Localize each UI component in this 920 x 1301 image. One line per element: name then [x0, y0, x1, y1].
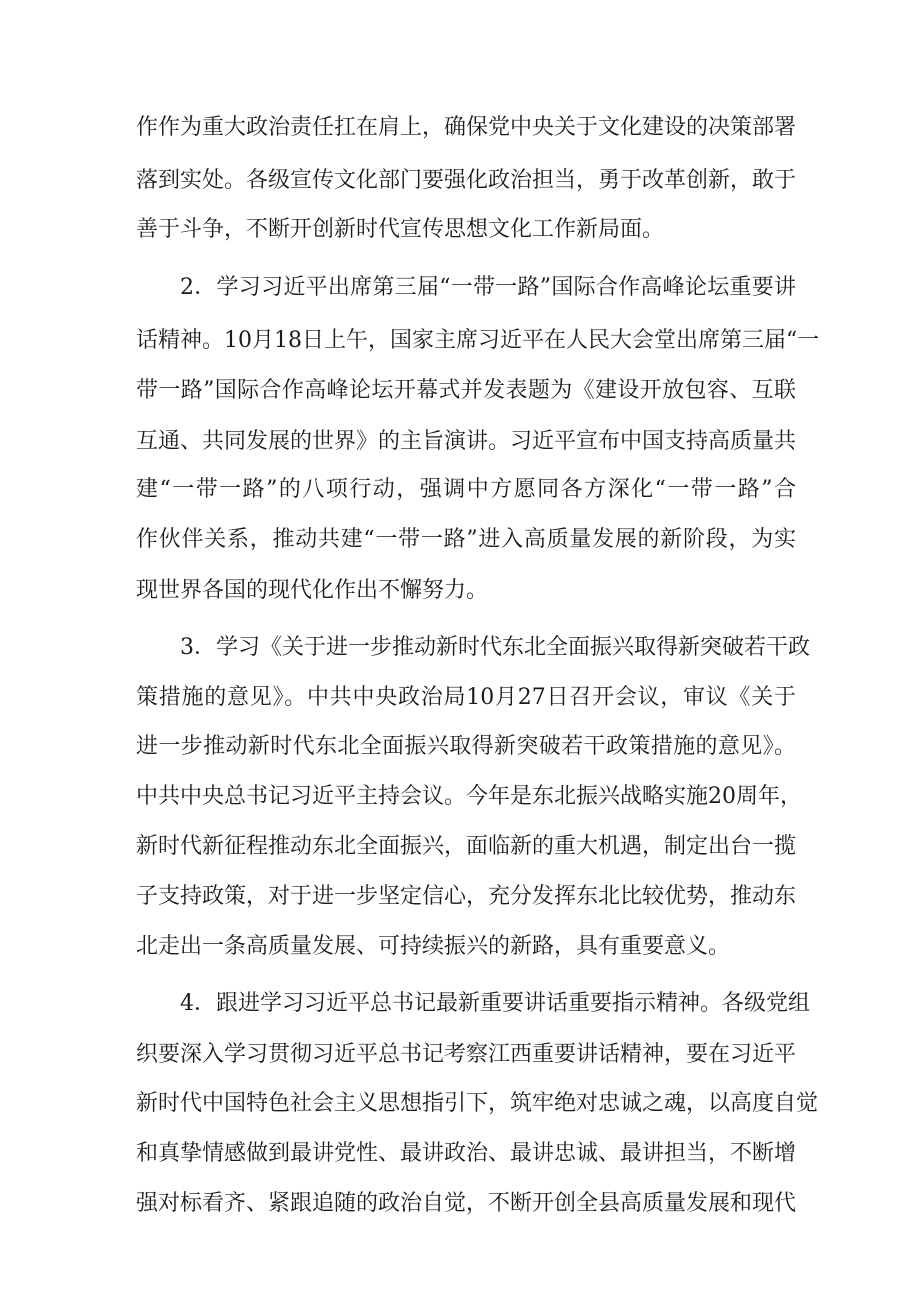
paragraph-3-line-6: 子支持政策，对于进一步坚定信心，充分发挥东北比较优势，推动东	[136, 884, 797, 909]
paragraph-4-line-4: 和真挚情感做到最讲党性、最讲政治、最讲忠诚、最讲担当，不断增	[136, 1141, 797, 1166]
paragraph-2-line-5: 建“一带一路”的八项行动，强调中方愿同各方深化“一带一路”合	[136, 477, 796, 502]
paragraph-4-line-2: 织要深入学习贯彻习近平总书记考察江西重要讲话精神，要在习近平	[136, 1042, 797, 1067]
paragraph-2-line-2: 话精神。10月18日上午，国家主席习近平在人民大会堂出席第三届“一	[136, 328, 820, 353]
paragraph-2-line-4: 互通、共同发展的世界》的主旨演讲。习近平宣布中国支持高质量共	[136, 429, 797, 454]
paragraph-3-line-5: 新时代新征程推动东北全面振兴，面临新的重大机遇，制定出台一揽	[136, 834, 797, 859]
paragraph-4-line-1: 4．跟进学习习近平总书记最新重要讲话重要指示精神。各级党组	[180, 991, 810, 1016]
paragraph-1-line-1: 作作为重大政治责任扛在肩上，确保党中央关于文化建设的决策部署	[136, 115, 797, 140]
paragraph-3-line-7: 北走出一条高质量发展、可持续振兴的新路，具有重要意义。	[136, 934, 731, 959]
paragraph-2-line-7: 现世界各国的现代化作出不懈努力。	[136, 578, 489, 603]
paragraph-1-line-2: 落到实处。各级宣传文化部门要强化政治担当，勇于改革创新，敢于	[136, 168, 797, 193]
paragraph-3-line-4: 中共中央总书记习近平主持会议。今年是东北振兴战略实施20周年，	[136, 784, 802, 809]
paragraph-3-line-1: 3．学习《关于进一步推动新时代东北全面振兴取得新突破若干政	[180, 635, 810, 660]
paragraph-3-line-3: 进一步推动新时代东北全面振兴取得新突破若干政策措施的意见》。	[136, 734, 796, 759]
paragraph-2-line-6: 作伙伴关系，推动共建“一带一路”进入高质量发展的新阶段，为实	[136, 527, 796, 552]
paragraph-2-line-1: 2．学习习近平出席第三届“一带一路”国际合作高峰论坛重要讲	[180, 275, 796, 300]
paragraph-4-line-3: 新时代中国特色社会主义思想指引下，筑牢绝对忠诚之魂，以高度自觉	[136, 1091, 819, 1116]
paragraph-3-line-2: 策措施的意见》。中共中央政治局10月27日召开会议，审议《关于	[136, 685, 796, 710]
paragraph-1-line-3: 善于斗争，不断开创新时代宣传思想文化工作新局面。	[136, 217, 665, 242]
paragraph-2-line-3: 带一路”国际合作高峰论坛开幕式并发表题为《建设开放包容、互联	[136, 378, 796, 403]
paragraph-4-line-5: 强对标看齐、紧跟追随的政治自觉，不断开创全县高质量发展和现代	[136, 1191, 797, 1216]
